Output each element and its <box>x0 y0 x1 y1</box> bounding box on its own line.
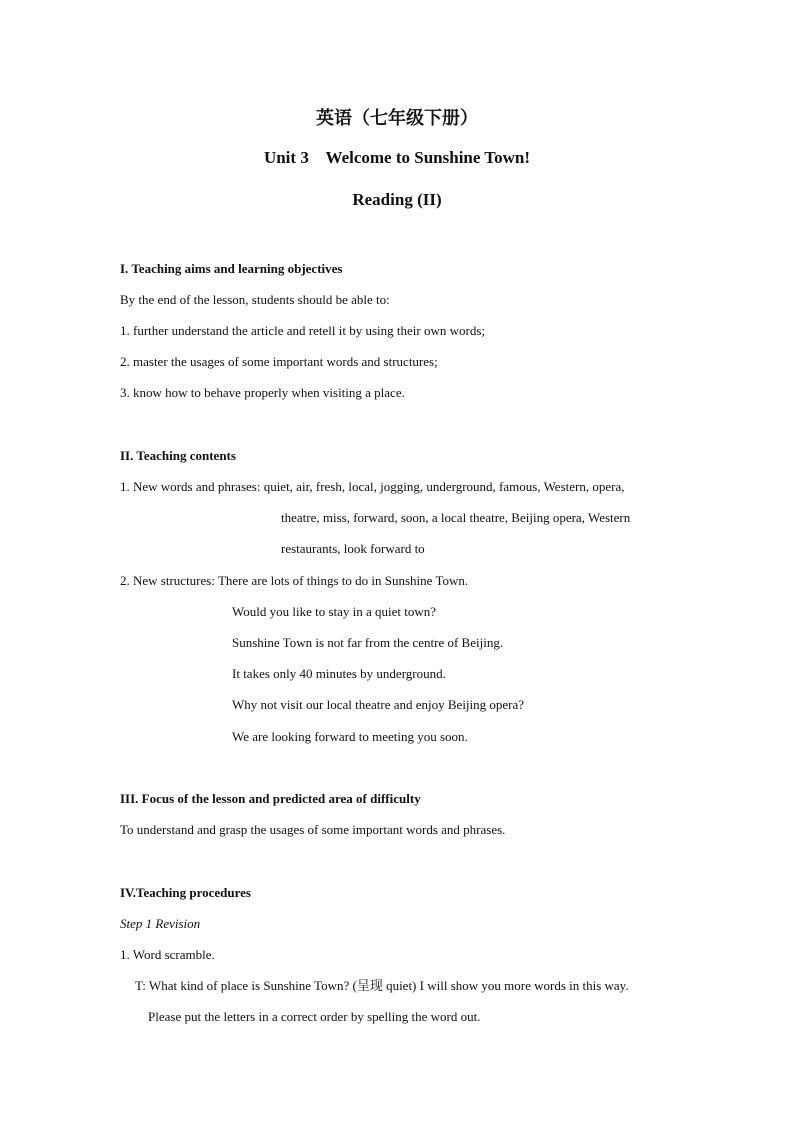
structure-item-3: It takes only 40 minutes by underground. <box>232 666 446 681</box>
lesson-title: Reading (II) <box>352 190 442 209</box>
teacher-line: T: What kind of place is Sunshine Town? (呈现 quiet) I will show you more words in this way. <box>135 978 629 993</box>
section-1-item-1: 1. further understand the article and retell it by using their own words; <box>120 323 485 338</box>
teacher-line-continued: Please put the letters in a correct order by spelling the word out. <box>148 1009 481 1024</box>
section-2-heading: II. Teaching contents <box>120 448 236 463</box>
structure-item-1: Would you like to stay in a quiet town? <box>232 604 437 619</box>
section-1-heading: I. Teaching aims and learning objectives <box>120 261 343 276</box>
structure-item-2: Sunshine Town is not far from the centre of Beijing. <box>232 635 504 650</box>
section-1-intro: By the end of the lesson, students should be able to: <box>120 292 390 307</box>
document-title-chinese: 英语（七年级下册） <box>316 108 478 128</box>
structure-item-5: We are looking forward to meeting you soon. <box>232 729 468 744</box>
new-structures-line: 2. New structures: There are lots of things to do in Sunshine Town. <box>120 573 469 588</box>
unit-title: Unit 3 Welcome to Sunshine Town! <box>263 148 531 167</box>
new-words-continued-2: restaurants, look forward to <box>281 541 425 556</box>
section-1-item-2: 2. master the usages of some important words and structures; <box>120 354 438 369</box>
section-3-text: To understand and grasp the usages of some important words and phrases. <box>120 822 506 837</box>
step-1-heading: Step 1 Revision <box>120 916 201 931</box>
structure-item-4: Why not visit our local theatre and enjoy Beijing opera? <box>232 697 525 712</box>
new-words-continued-1: theatre, miss, forward, soon, a local theatre, Beijing opera, Western <box>281 510 631 525</box>
section-4-heading: IV.Teaching procedures <box>120 885 251 900</box>
step-1-item-1: 1. Word scramble. <box>120 947 215 962</box>
section-1-item-3: 3. know how to behave properly when visiting a place. <box>120 385 405 400</box>
new-words-line: 1. New words and phrases: quiet, air, fresh, local, jogging, underground, famous, Western, opera, <box>120 479 625 494</box>
section-3-heading: III. Focus of the lesson and predicted area of difficulty <box>120 791 421 806</box>
